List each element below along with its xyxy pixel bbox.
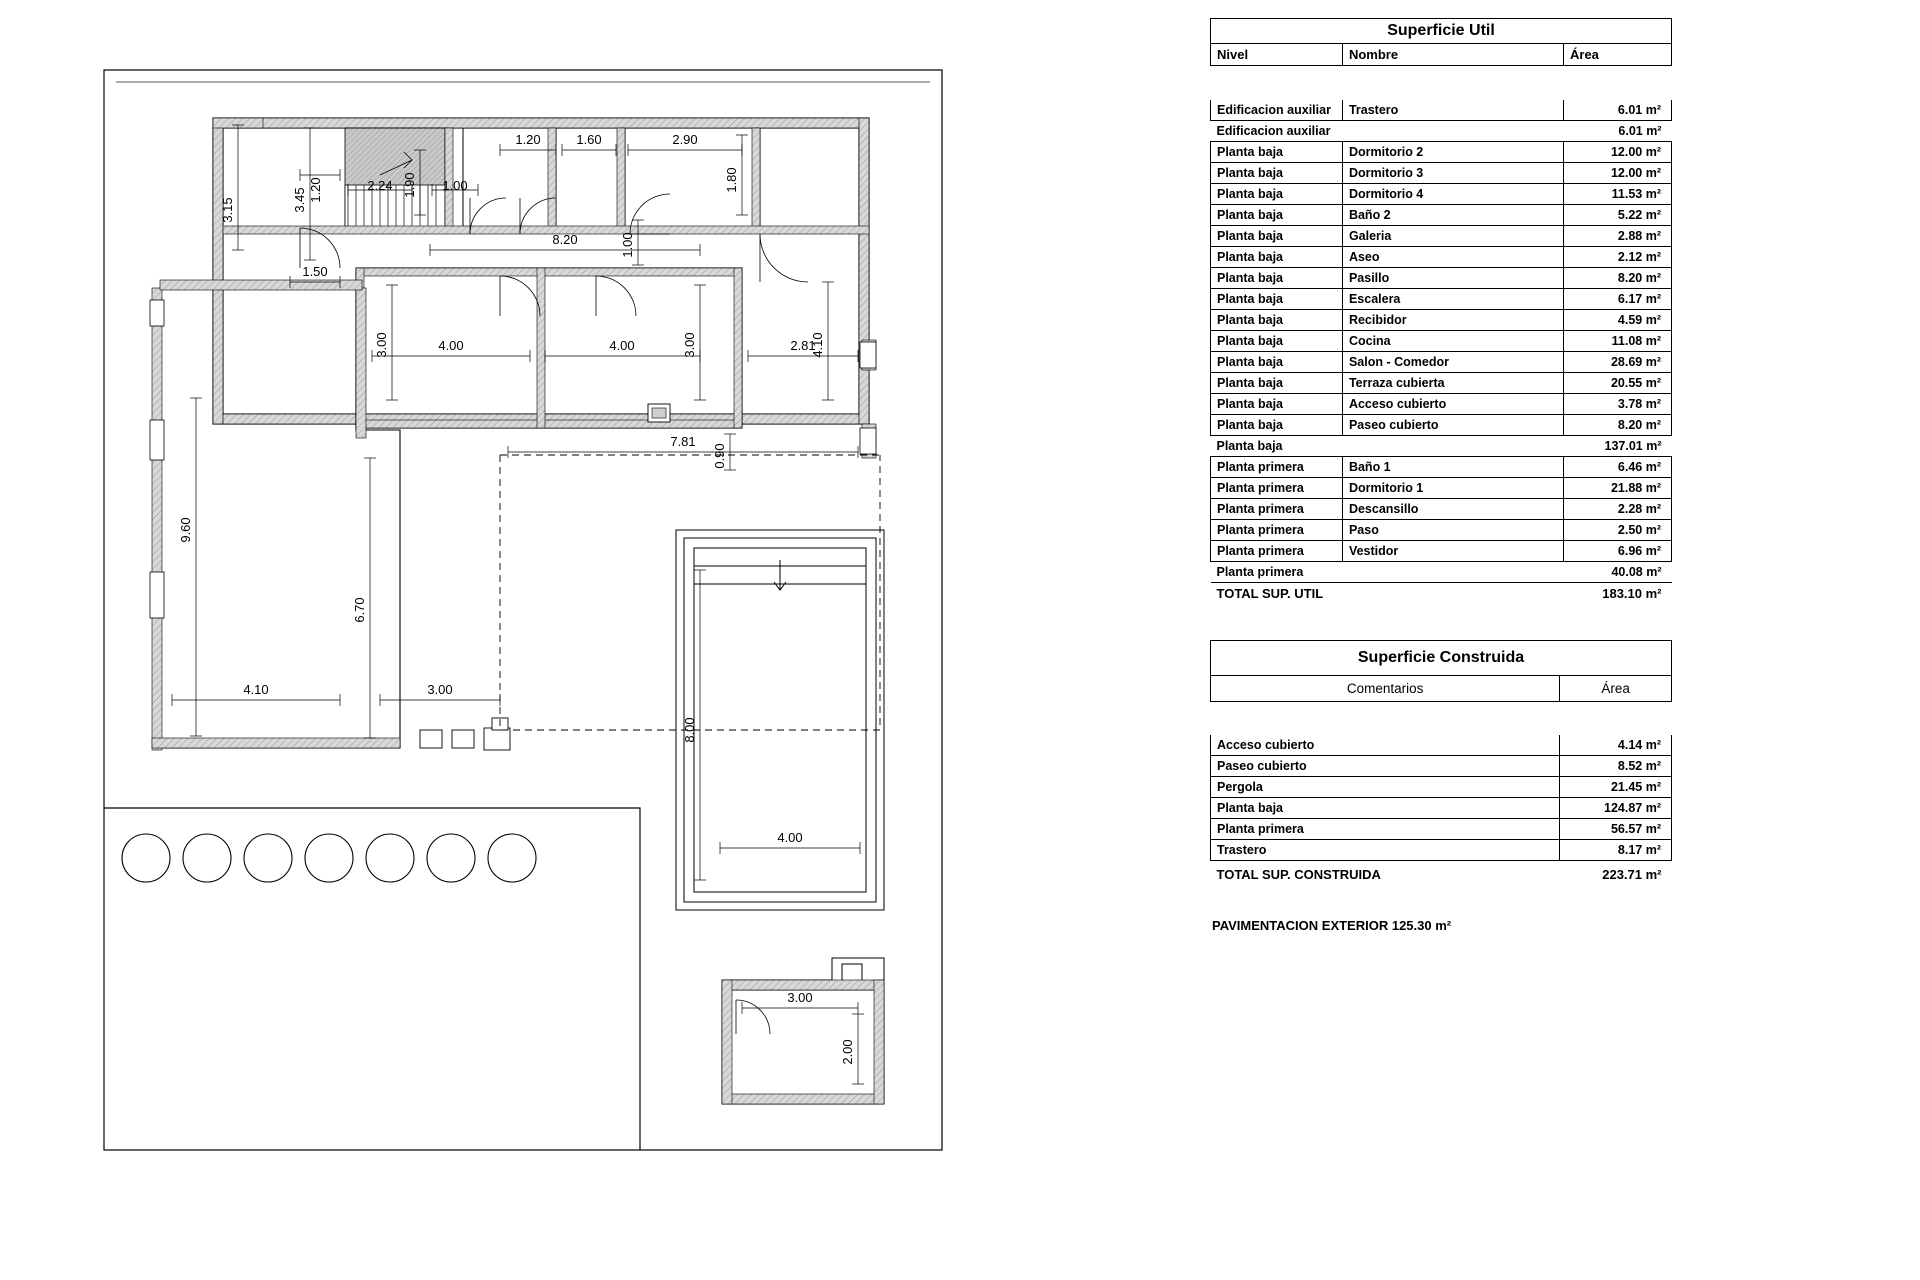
table-row <box>1211 372 1672 393</box>
cell-nombre: Paseo cubierto <box>1342 414 1563 435</box>
table-row <box>1211 456 1672 477</box>
cell-comentario: Trastero <box>1211 840 1560 861</box>
col-header-comentarios: Comentarios <box>1211 675 1560 701</box>
cell-nivel: Planta baja <box>1211 162 1343 183</box>
svg-text:2.90: 2.90 <box>672 132 698 147</box>
table-subtotal-row <box>1211 561 1672 582</box>
cell-area: 8.20 m² <box>1564 414 1672 435</box>
cell-nivel: Planta primera <box>1211 519 1343 540</box>
cell-area: 56.57 m² <box>1560 819 1672 840</box>
cell-nivel: Planta baja <box>1211 414 1343 435</box>
table-row <box>1211 309 1672 330</box>
cell-area: 2.88 m² <box>1564 225 1672 246</box>
cell-nivel: Planta primera <box>1211 456 1343 477</box>
table-row <box>1211 246 1672 267</box>
cell-area: 137.01 m² <box>1564 435 1672 456</box>
cell-nombre: Escalera <box>1342 288 1563 309</box>
svg-text:1.80: 1.80 <box>724 167 739 193</box>
superficie-construida-header-row <box>1211 675 1672 701</box>
cell-area: 124.87 m² <box>1560 798 1672 819</box>
cell-nivel: Planta baja <box>1211 225 1343 246</box>
cell-area: 11.08 m² <box>1564 330 1672 351</box>
cell-area: 11.53 m² <box>1564 183 1672 204</box>
cell-area: 12.00 m² <box>1564 162 1672 183</box>
table-row <box>1211 756 1672 777</box>
table-row <box>1211 735 1672 756</box>
table-row <box>1211 204 1672 225</box>
superficie-util-total-row <box>1211 582 1672 604</box>
cell-comentario: Pergola <box>1211 777 1560 798</box>
cell-nombre: Salon - Comedor <box>1342 351 1563 372</box>
cell-nombre: Paso <box>1342 519 1563 540</box>
cell-nivel: Planta baja <box>1211 393 1343 414</box>
table-subtotal-row <box>1211 435 1672 456</box>
cell-area: 28.69 m² <box>1564 351 1672 372</box>
table-row <box>1211 162 1672 183</box>
surface-tables <box>1210 18 1680 933</box>
superficie-util-table <box>1210 18 1672 604</box>
table-row <box>1211 819 1672 840</box>
cell-nombre: Dormitorio 3 <box>1342 162 1563 183</box>
svg-text:3.15: 3.15 <box>220 197 235 223</box>
cell-area: 2.28 m² <box>1564 498 1672 519</box>
table-spacer <box>1211 66 1672 100</box>
table-row <box>1211 540 1672 561</box>
superficie-util-header-row <box>1211 44 1672 66</box>
col-header-nombre: Nombre <box>1342 44 1563 66</box>
table-row <box>1211 183 1672 204</box>
col-header-nivel: Nivel <box>1211 44 1343 66</box>
superficie-construida-title-row <box>1211 640 1672 675</box>
table-row <box>1211 225 1672 246</box>
cell-area: 8.52 m² <box>1560 756 1672 777</box>
cell-nivel: Planta baja <box>1211 183 1343 204</box>
cell-nivel: Planta primera <box>1211 498 1343 519</box>
cell-comentario: Planta primera <box>1211 819 1560 840</box>
svg-text:0.90: 0.90 <box>712 443 727 469</box>
svg-text:3.00: 3.00 <box>682 332 697 358</box>
table-row <box>1211 267 1672 288</box>
col-header-area: Área <box>1564 44 1672 66</box>
cell-comentario: Paseo cubierto <box>1211 756 1560 777</box>
cell-nivel: Planta baja <box>1211 267 1343 288</box>
superficie-construida-total-row <box>1211 861 1672 885</box>
svg-text:6.70: 6.70 <box>352 597 367 623</box>
svg-text:3.00: 3.00 <box>374 332 389 358</box>
svg-text:3.45: 3.45 <box>292 187 307 213</box>
cell-area: 2.12 m² <box>1564 246 1672 267</box>
svg-text:2.81: 2.81 <box>790 338 816 353</box>
table-row <box>1211 393 1672 414</box>
cell-nivel: Planta baja <box>1211 141 1343 162</box>
cell-nivel: Planta primera <box>1211 540 1343 561</box>
table-row <box>1211 477 1672 498</box>
cell-nombre: Acceso cubierto <box>1342 393 1563 414</box>
svg-text:1.00: 1.00 <box>442 178 468 193</box>
superficie-util-title-row <box>1211 19 1672 44</box>
table-row <box>1211 414 1672 435</box>
cell-area: 3.78 m² <box>1564 393 1672 414</box>
cell-nivel: Edificacion auxiliar <box>1211 100 1343 121</box>
svg-text:1.20: 1.20 <box>515 132 541 147</box>
cell-area: 6.17 m² <box>1564 288 1672 309</box>
cell-area: 6.96 m² <box>1564 540 1672 561</box>
svg-text:4.10: 4.10 <box>243 682 269 697</box>
svg-text:1.50: 1.50 <box>302 264 328 279</box>
table-row <box>1211 141 1672 162</box>
cell-nombre: Dormitorio 4 <box>1342 183 1563 204</box>
cell-nombre: Dormitorio 2 <box>1342 141 1563 162</box>
svg-text:1.60: 1.60 <box>576 132 602 147</box>
cell-area: 6.01 m² <box>1564 100 1672 121</box>
cell-nivel: Planta primera <box>1211 477 1343 498</box>
cell-area: 21.45 m² <box>1560 777 1672 798</box>
cell-nombre: Baño 1 <box>1342 456 1563 477</box>
table-row <box>1211 777 1672 798</box>
cell-comentario: Acceso cubierto <box>1211 735 1560 756</box>
cell-nombre: Descansillo <box>1342 498 1563 519</box>
superficie-construida-table <box>1210 640 1672 885</box>
cell-nivel: Planta baja <box>1211 351 1343 372</box>
cell-nombre: Baño 2 <box>1342 204 1563 225</box>
col-header-area: Área <box>1560 675 1672 701</box>
cell-nombre: Pasillo <box>1342 267 1563 288</box>
cell-nombre: Galeria <box>1342 225 1563 246</box>
cell-area: 40.08 m² <box>1564 561 1672 582</box>
total-area: 183.10 m² <box>1602 585 1662 601</box>
svg-text:1.00: 1.00 <box>620 232 635 258</box>
cell-area: 4.59 m² <box>1564 309 1672 330</box>
cell-area: 21.88 m² <box>1564 477 1672 498</box>
table-row <box>1211 519 1672 540</box>
table-row <box>1211 498 1672 519</box>
table-row <box>1211 840 1672 861</box>
cell-area: 2.50 m² <box>1564 519 1672 540</box>
cell-nombre <box>1342 435 1563 456</box>
cell-nombre <box>1342 120 1563 141</box>
cell-nombre: Dormitorio 1 <box>1342 477 1563 498</box>
cell-nivel: Planta baja <box>1211 435 1343 456</box>
svg-text:4.10: 4.10 <box>810 332 825 358</box>
cell-nivel: Edificacion auxiliar <box>1211 120 1343 141</box>
svg-text:4.00: 4.00 <box>777 830 803 845</box>
table-row <box>1211 351 1672 372</box>
cell-area: 6.46 m² <box>1564 456 1672 477</box>
cell-area: 20.55 m² <box>1564 372 1672 393</box>
svg-text:4.00: 4.00 <box>609 338 635 353</box>
cell-area: 6.01 m² <box>1564 120 1672 141</box>
cell-nombre: Trastero <box>1342 100 1563 121</box>
table-row <box>1211 288 1672 309</box>
total-label: TOTAL SUP. CONSTRUIDA <box>1216 867 1381 882</box>
cell-nivel: Planta baja <box>1211 288 1343 309</box>
cell-nivel: Planta baja <box>1211 330 1343 351</box>
total-label: TOTAL SUP. UTIL <box>1216 585 1324 601</box>
cell-area: 8.20 m² <box>1564 267 1672 288</box>
cell-nombre: Aseo <box>1342 246 1563 267</box>
cell-nombre: Terraza cubierta <box>1342 372 1563 393</box>
svg-text:2.00: 2.00 <box>840 1039 855 1065</box>
cell-nivel: Planta primera <box>1211 561 1343 582</box>
cell-nombre: Cocina <box>1342 330 1563 351</box>
total-area: 223.71 m² <box>1602 867 1662 882</box>
superficie-util-title: Superficie Util <box>1211 19 1672 44</box>
table-row <box>1211 100 1672 121</box>
table-row <box>1211 798 1672 819</box>
svg-text:8.20: 8.20 <box>552 232 578 247</box>
cell-comentario: Planta baja <box>1211 798 1560 819</box>
svg-text:3.00: 3.00 <box>787 990 813 1005</box>
svg-text:9.60: 9.60 <box>178 517 193 543</box>
cell-nombre: Vestidor <box>1342 540 1563 561</box>
table-row <box>1211 330 1672 351</box>
svg-text:8.00: 8.00 <box>682 717 697 743</box>
cell-nombre: Recibidor <box>1342 309 1563 330</box>
cell-nivel: Planta baja <box>1211 246 1343 267</box>
cell-nivel: Planta baja <box>1211 372 1343 393</box>
cell-area: 4.14 m² <box>1560 735 1672 756</box>
cell-nivel: Planta baja <box>1211 204 1343 225</box>
table-subtotal-row <box>1211 120 1672 141</box>
svg-text:1.20: 1.20 <box>308 177 323 203</box>
cell-area: 5.22 m² <box>1564 204 1672 225</box>
cell-area: 12.00 m² <box>1564 141 1672 162</box>
cell-area: 8.17 m² <box>1560 840 1672 861</box>
pavimentacion-exterior-note: PAVIMENTACION EXTERIOR 125.30 m² <box>1212 918 1452 933</box>
cell-nivel: Planta baja <box>1211 309 1343 330</box>
superficie-construida-title: Superficie Construida <box>1211 640 1672 675</box>
table-spacer <box>1211 701 1672 735</box>
svg-text:3.00: 3.00 <box>427 682 453 697</box>
svg-text:2.24: 2.24 <box>367 178 393 193</box>
svg-text:4.00: 4.00 <box>438 338 464 353</box>
svg-text:1.90: 1.90 <box>402 172 417 198</box>
cell-nombre <box>1342 561 1563 582</box>
svg-text:7.81: 7.81 <box>670 434 696 449</box>
